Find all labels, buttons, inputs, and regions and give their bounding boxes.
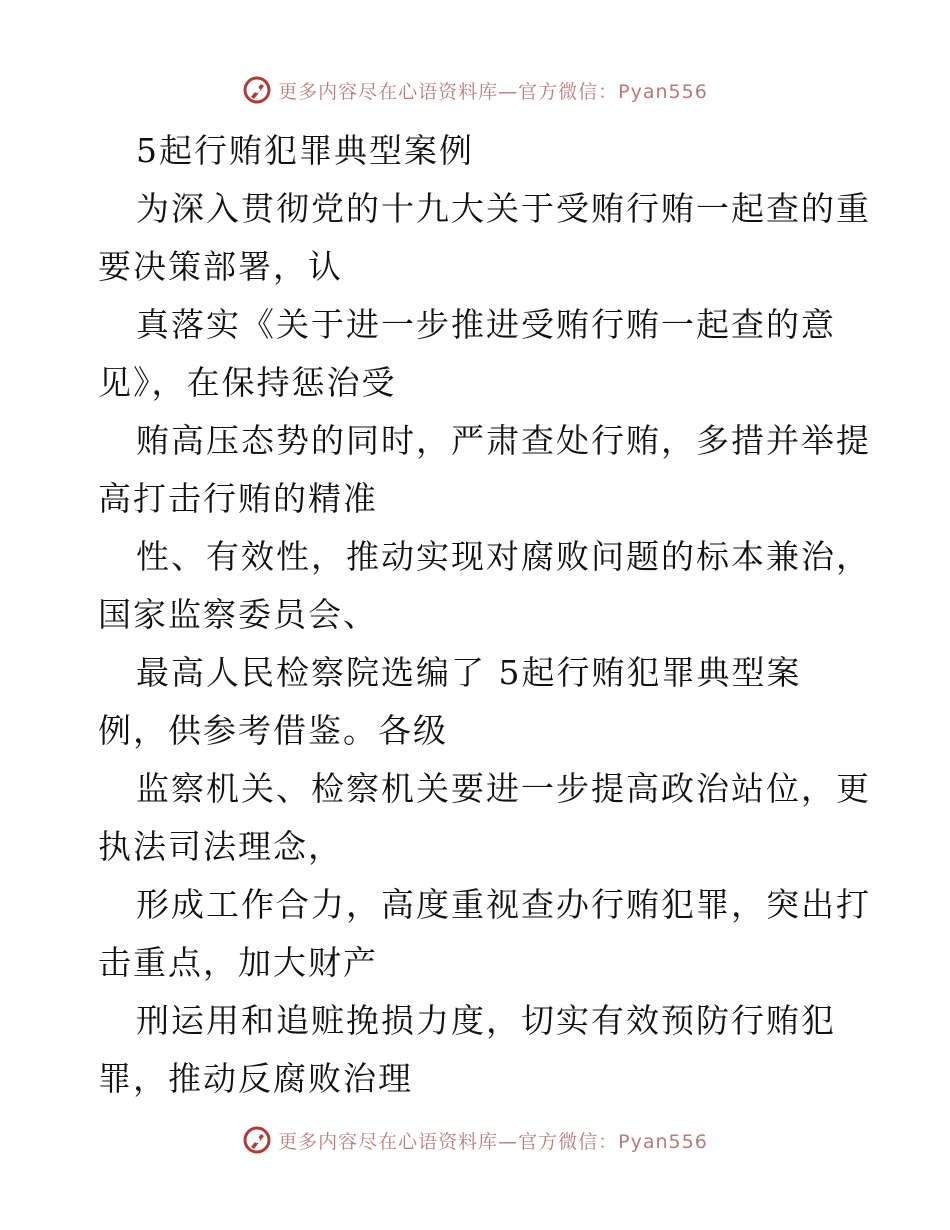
text-line: 国家监察委员会、 xyxy=(98,595,378,634)
text-line: 例，供参考借鉴。各级 xyxy=(98,711,448,750)
text-line: 刑运用和追赃挽损力度，切实有效预防行贿犯 xyxy=(136,1001,836,1040)
watermark-text: 更多内容尽在心语资料库—官方微信：Pyan556 xyxy=(278,1130,708,1153)
document-body xyxy=(98,122,871,1108)
text-line: 要决策部署，认 xyxy=(98,247,343,286)
text-line: 形成工作合力，高度重视查办行贿犯罪，突出打 xyxy=(136,885,871,924)
text-line: 罪，推动反腐败治理 xyxy=(98,1059,413,1098)
text-line: 真落实《关于进一步推进受贿行贿一起查的意 xyxy=(136,305,836,344)
text-line: 见》，在保持惩治受 xyxy=(98,363,397,402)
header-watermark xyxy=(0,70,950,110)
text-line: 击重点，加大财产 xyxy=(98,943,378,982)
text-line: 5起行贿犯罪典型案例 xyxy=(136,131,474,170)
text-line: 监察机关、检察机关要进一步提高政治站位，更 xyxy=(136,769,871,808)
text-line: 贿高压态势的同时，严肃查处行贿，多措并举提 xyxy=(136,421,871,460)
text-line: 最高人民检察院选编了 5起行贿犯罪典型案 xyxy=(136,653,802,692)
pen-logo-icon xyxy=(242,1125,272,1155)
text-line: 性、有效性，推动实现对腐败问题的标本兼治， xyxy=(136,537,871,576)
text-line: 为深入贯彻党的十九大关于受贿行贿一起查的重 xyxy=(136,189,871,228)
text-line: 高打击行贿的精准 xyxy=(98,479,378,518)
text-line: 执法司法理念， xyxy=(98,827,343,866)
watermark-text: 更多内容尽在心语资料库—官方微信：Pyan556 xyxy=(278,80,708,103)
footer-watermark xyxy=(0,1120,950,1160)
pen-logo-icon xyxy=(242,75,272,105)
